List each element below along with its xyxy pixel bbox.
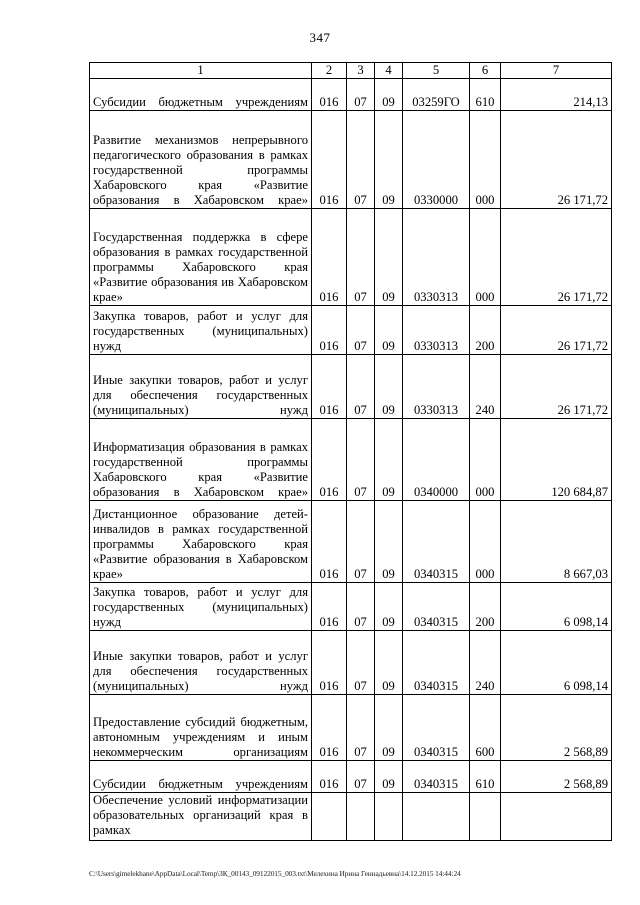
page-number: 347 bbox=[309, 30, 331, 45]
row-amount: 2 568,89 bbox=[501, 761, 612, 793]
row-amount bbox=[501, 793, 612, 841]
table-header-row bbox=[90, 63, 612, 79]
row-expense-type: 610 bbox=[470, 79, 501, 111]
row-target-article: 0340315 bbox=[403, 631, 470, 695]
row-name: Закупка товаров, работ и услуг для государственных (муниципальных) нужд bbox=[90, 583, 312, 631]
header-col-7: 7 bbox=[501, 63, 612, 79]
row-section-code: 07 bbox=[347, 209, 375, 306]
row-expense-type: 240 bbox=[470, 631, 501, 695]
table-row bbox=[90, 209, 612, 306]
row-target-article: 03259ГО bbox=[403, 79, 470, 111]
row-expense-type: 200 bbox=[470, 306, 501, 355]
row-section-code: 07 bbox=[347, 695, 375, 761]
row-subsection-code: 09 bbox=[375, 209, 403, 306]
header-col-4: 4 bbox=[375, 63, 403, 79]
row-subsection-code: 09 bbox=[375, 79, 403, 111]
row-subsection-code bbox=[375, 793, 403, 841]
row-ministry-code: 016 bbox=[312, 501, 347, 583]
row-expense-type: 000 bbox=[470, 501, 501, 583]
row-ministry-code: 016 bbox=[312, 111, 347, 209]
row-section-code bbox=[347, 793, 375, 841]
row-amount: 214,13 bbox=[501, 79, 612, 111]
row-section-code: 07 bbox=[347, 501, 375, 583]
header-col-6: 6 bbox=[470, 63, 501, 79]
row-ministry-code: 016 bbox=[312, 209, 347, 306]
row-ministry-code: 016 bbox=[312, 631, 347, 695]
row-target-article: 0340000 bbox=[403, 419, 470, 501]
row-target-article: 0340315 bbox=[403, 501, 470, 583]
table-row bbox=[90, 695, 612, 761]
table-row bbox=[90, 631, 612, 695]
row-ministry-code: 016 bbox=[312, 583, 347, 631]
row-name: Субсидии бюджетным учреждениям bbox=[90, 79, 312, 111]
row-target-article: 0340315 bbox=[403, 583, 470, 631]
row-name: Закупка товаров, работ и услуг для государственных (муниципальных) нужд bbox=[90, 306, 312, 355]
budget-table bbox=[89, 62, 612, 841]
row-ministry-code: 016 bbox=[312, 355, 347, 419]
row-subsection-code: 09 bbox=[375, 501, 403, 583]
row-name: Развитие механизмов непрерывного педагогического образования в рамках государственной программы Хабаровского края «Развитие образования в Хабаровском крае» bbox=[90, 111, 312, 209]
row-name: Иные закупки товаров, работ и услуг для обеспечения государственных (муниципальных) нужд bbox=[90, 355, 312, 419]
row-ministry-code: 016 bbox=[312, 695, 347, 761]
row-section-code: 07 bbox=[347, 111, 375, 209]
row-amount: 6 098,14 bbox=[501, 631, 612, 695]
row-name: Предоставление субсидий бюджетным, автономным учреждениям и иным некоммерческим организациям bbox=[90, 695, 312, 761]
header-col-1: 1 bbox=[90, 63, 312, 79]
row-ministry-code: 016 bbox=[312, 79, 347, 111]
row-expense-type bbox=[470, 793, 501, 841]
row-subsection-code: 09 bbox=[375, 355, 403, 419]
table-row bbox=[90, 761, 612, 793]
row-name: Дистанционное образование детей-инвалидов в рамках государственной программы Хабаровского края «Развитие образования в Хабаровском крае» bbox=[90, 501, 312, 583]
table-row bbox=[90, 306, 612, 355]
row-amount: 2 568,89 bbox=[501, 695, 612, 761]
row-section-code: 07 bbox=[347, 306, 375, 355]
row-expense-type: 000 bbox=[470, 209, 501, 306]
header-col-3: 3 bbox=[347, 63, 375, 79]
row-amount: 8 667,03 bbox=[501, 501, 612, 583]
row-section-code: 07 bbox=[347, 631, 375, 695]
row-subsection-code: 09 bbox=[375, 306, 403, 355]
table-row bbox=[90, 501, 612, 583]
row-amount: 26 171,72 bbox=[501, 209, 612, 306]
row-subsection-code: 09 bbox=[375, 631, 403, 695]
row-expense-type: 200 bbox=[470, 583, 501, 631]
row-subsection-code: 09 bbox=[375, 761, 403, 793]
row-subsection-code: 09 bbox=[375, 111, 403, 209]
row-expense-type: 000 bbox=[470, 419, 501, 501]
row-amount: 26 171,72 bbox=[501, 306, 612, 355]
row-expense-type: 240 bbox=[470, 355, 501, 419]
row-subsection-code: 09 bbox=[375, 695, 403, 761]
row-name: Государственная поддержка в сфере образования в рамках государственной программы Хабаровского края «Развитие образования ив Хабаровском крае» bbox=[90, 209, 312, 306]
row-target-article bbox=[403, 793, 470, 841]
table-row bbox=[90, 355, 612, 419]
file-path-footer: C:\Users\gimelekhane\AppData\Local\Temp\ЗК_00143_09122015_003.txt\Мелехина Ирина Геннадьевна\14.12.2015 14:44:24 bbox=[89, 869, 461, 878]
row-name: Информатизация образования в рамках государственной программы Хабаровского края «Развитие образования в Хабаровском крае» bbox=[90, 419, 312, 501]
row-section-code: 07 bbox=[347, 761, 375, 793]
row-section-code: 07 bbox=[347, 355, 375, 419]
row-name: Субсидии бюджетным учреждениям bbox=[90, 761, 312, 793]
row-subsection-code: 09 bbox=[375, 583, 403, 631]
table-row bbox=[90, 793, 612, 841]
row-expense-type: 610 bbox=[470, 761, 501, 793]
table-row bbox=[90, 111, 612, 209]
row-amount: 6 098,14 bbox=[501, 583, 612, 631]
row-amount: 26 171,72 bbox=[501, 355, 612, 419]
row-section-code: 07 bbox=[347, 79, 375, 111]
row-ministry-code: 016 bbox=[312, 419, 347, 501]
row-target-article: 0330313 bbox=[403, 355, 470, 419]
row-target-article: 0340315 bbox=[403, 695, 470, 761]
table-row bbox=[90, 79, 612, 111]
row-name: Иные закупки товаров, работ и услуг для обеспечения государственных (муниципальных) нужд bbox=[90, 631, 312, 695]
row-target-article: 0330313 bbox=[403, 209, 470, 306]
row-amount: 26 171,72 bbox=[501, 111, 612, 209]
row-target-article: 0330313 bbox=[403, 306, 470, 355]
table-row bbox=[90, 583, 612, 631]
table-row bbox=[90, 419, 612, 501]
row-target-article: 0330000 bbox=[403, 111, 470, 209]
row-amount: 120 684,87 bbox=[501, 419, 612, 501]
header-col-2: 2 bbox=[312, 63, 347, 79]
row-target-article: 0340315 bbox=[403, 761, 470, 793]
row-expense-type: 000 bbox=[470, 111, 501, 209]
row-section-code: 07 bbox=[347, 419, 375, 501]
row-name: Обеспечение условий информатизации образовательных организаций края в рамках bbox=[90, 793, 312, 841]
row-subsection-code: 09 bbox=[375, 419, 403, 501]
row-section-code: 07 bbox=[347, 583, 375, 631]
row-ministry-code bbox=[312, 793, 347, 841]
row-ministry-code: 016 bbox=[312, 306, 347, 355]
header-col-5: 5 bbox=[403, 63, 470, 79]
row-ministry-code: 016 bbox=[312, 761, 347, 793]
row-expense-type: 600 bbox=[470, 695, 501, 761]
